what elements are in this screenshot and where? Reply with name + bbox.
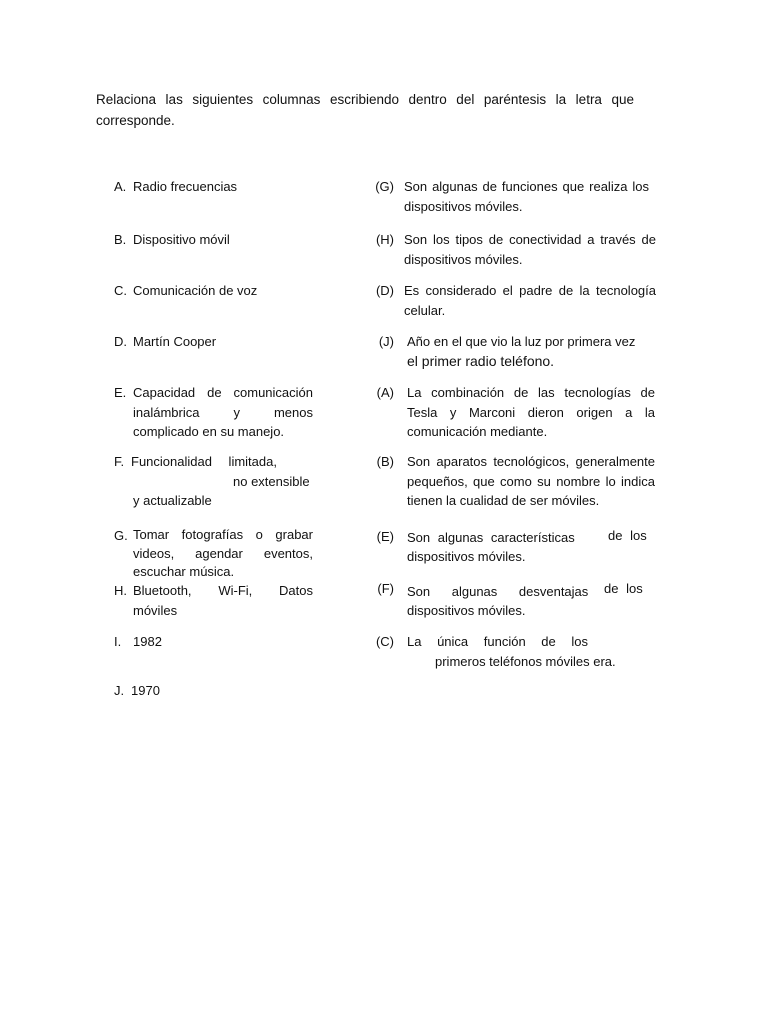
right-text-line1: Año en el que vio la luz por primera vez [407, 334, 636, 349]
left-letter: J. [114, 683, 125, 698]
left-text: Radio frecuencias [133, 179, 238, 194]
left-letter: F. [114, 454, 125, 469]
left-letter: C. [114, 283, 127, 298]
left-text: Comunicación de voz [133, 283, 258, 298]
answer-blank: (D) [375, 283, 394, 298]
left-letter: G. [114, 528, 128, 543]
left-text: Capacidad de comunicación inalámbrica y menos complicado en su manejo. [133, 385, 313, 439]
right-text-line2: el primer radio teléfono. [407, 353, 555, 369]
answer-blank: (E) [376, 529, 394, 544]
left-text-line3: y actualizable [133, 493, 212, 508]
right-text-line1: La única función de los [407, 634, 588, 649]
answer-blank: (F) [377, 581, 394, 596]
left-text: Tomar fotografías o grabar videos, agendar eventos, escuchar música. [133, 527, 313, 579]
right-text-line1-end: de los [604, 581, 643, 596]
answer-blank: (J) [378, 334, 394, 349]
right-text: Son aparatos tecnológicos, generalmente pequeños, que como su nombre lo indica tienen la cualidad de ser móviles. [407, 454, 655, 508]
answer-blank: (B) [376, 454, 394, 469]
left-letter: I. [114, 634, 122, 649]
left-text: 1982 [133, 634, 162, 649]
answer-blank: (G) [375, 179, 394, 194]
left-letter: D. [114, 334, 127, 349]
right-text-line2: primeros teléfonos móviles era. [435, 654, 616, 669]
left-text-line1: Funcionalidad limitada, [131, 454, 277, 469]
answer-blank: (A) [376, 385, 394, 400]
left-letter: E. [114, 385, 127, 400]
left-letter: B. [114, 232, 127, 247]
left-text: Bluetooth, Wi-Fi, Datos móviles [133, 583, 313, 618]
left-letter: A. [114, 179, 127, 194]
left-letter: H. [114, 583, 127, 598]
left-text: Martín Cooper [133, 334, 217, 349]
instructions-text: Relaciona las siguientes columnas escribiendo dentro del paréntesis la letra que corresponde. [96, 92, 634, 128]
right-text: La combinación de las tecnologías de Tesla y Marconi dieron origen a la comunicación mediante. [407, 385, 655, 439]
right-text: Es considerado el padre de la tecnología celular. [404, 283, 656, 318]
right-text: Son algunas de funciones que realiza los dispositivos móviles. [404, 179, 649, 214]
right-text-line1: Son algunas desventajas [407, 584, 589, 599]
right-text-line1: Son algunas características [407, 530, 575, 545]
right-text-line2: dispositivos móviles. [407, 549, 526, 564]
right-text-line1-end: de los [608, 528, 647, 543]
left-text-line2: no extensible [233, 474, 310, 489]
right-text: Son los tipos de conectividad a través de dispositivos móviles. [404, 232, 656, 267]
right-text-line2: dispositivos móviles. [407, 603, 526, 618]
left-text: 1970 [131, 683, 160, 698]
answer-blank: (C) [375, 634, 394, 649]
left-text: Dispositivo móvil [133, 232, 230, 247]
answer-blank: (H) [375, 232, 394, 247]
